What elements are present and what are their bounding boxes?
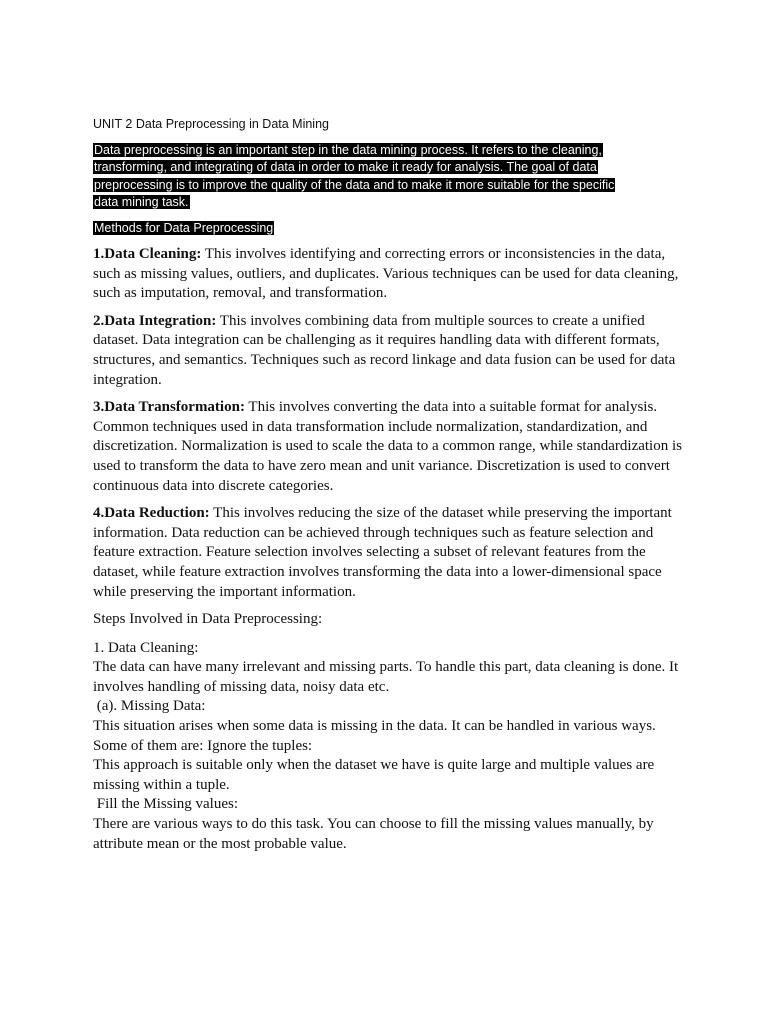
intro-highlighted-text: Data preprocessing is an important step in the data mining process. It refers to the cleaning, transforming, and integrating of data in order to make it ready for analysis. The goal of data preprocessing is to improve the quality of the data and to make it more suitable for the specific data mining task. <box>94 142 615 209</box>
step-line: There are various ways to do this task. You can choose to fill the missing values manually, by attribute mean or the most probable value. <box>93 816 654 852</box>
method-paragraph-data-transformation <box>93 398 683 496</box>
step-line: 1. Data Cleaning: <box>93 639 199 656</box>
step-line: This approach is suitable only when the dataset we have is quite large and multiple values are missing within a tuple. <box>93 757 655 793</box>
method-description: This involves combining data from multiple sources to create a unified dataset. Data integration can be challenging as it requires handling data with different formats, structures, and semantics. Techniques such as record linkage and data fusion can be used for data integration. <box>93 312 676 388</box>
step-line: The data can have many irrelevant and missing parts. To handle this part, data cleaning is done. It involves handling of missing data, noisy data etc. <box>93 659 679 695</box>
intro-paragraph <box>93 142 623 212</box>
method-term: 3.Data Transformation: <box>93 399 245 416</box>
method-paragraph-data-cleaning <box>93 245 683 304</box>
method-description: This involves reducing the size of the dataset while preserving the important information. Data reduction can be achieved through techniques such as feature selection and feature extraction. Feature selection involves selecting a subset of relevant features from the dataset, while feature extraction involves transforming the data into a lower-dimensional space while preserving the important information. <box>93 505 672 600</box>
method-paragraph-data-integration <box>93 312 683 390</box>
step-line: This situation arises when some data is missing in the data. It can be handled in various ways. <box>93 718 656 735</box>
method-term: 1.Data Cleaning: <box>93 246 202 262</box>
step-line: Some of them are: Ignore the tuples: <box>93 737 313 754</box>
document-title: UNIT 2 Data Preprocessing in Data Mining <box>93 117 329 131</box>
step-line: (a). Missing Data: <box>93 698 206 715</box>
methods-heading <box>93 220 683 238</box>
steps-heading: Steps Involved in Data Preprocessing: <box>93 611 323 628</box>
method-term: 4.Data Reduction: <box>93 505 210 522</box>
method-description: This involves identifying and correcting errors or inconsistencies in the data, such as missing values, outliers, and duplicates. Various techniques can be used for data cleaning, such as imputation, removal, and transformation. <box>93 246 679 302</box>
method-description: This involves converting the data into a suitable format for analysis. Common techniques used in data transformation include normalization, standardization, and discretization. Normalization is used to scale the data to a common range, while standardization is used to transform the data to have zero mean and unit variance. Discretization is used to convert continuous data into discrete categories. <box>93 399 682 494</box>
methods-heading-text: Methods for Data Preprocessing <box>94 220 274 235</box>
document-page <box>93 116 683 854</box>
steps-section <box>93 639 683 855</box>
method-paragraph-data-reduction <box>93 504 683 602</box>
method-term: 2.Data Integration: <box>93 312 217 329</box>
step-line: Fill the Missing values: <box>93 796 239 813</box>
